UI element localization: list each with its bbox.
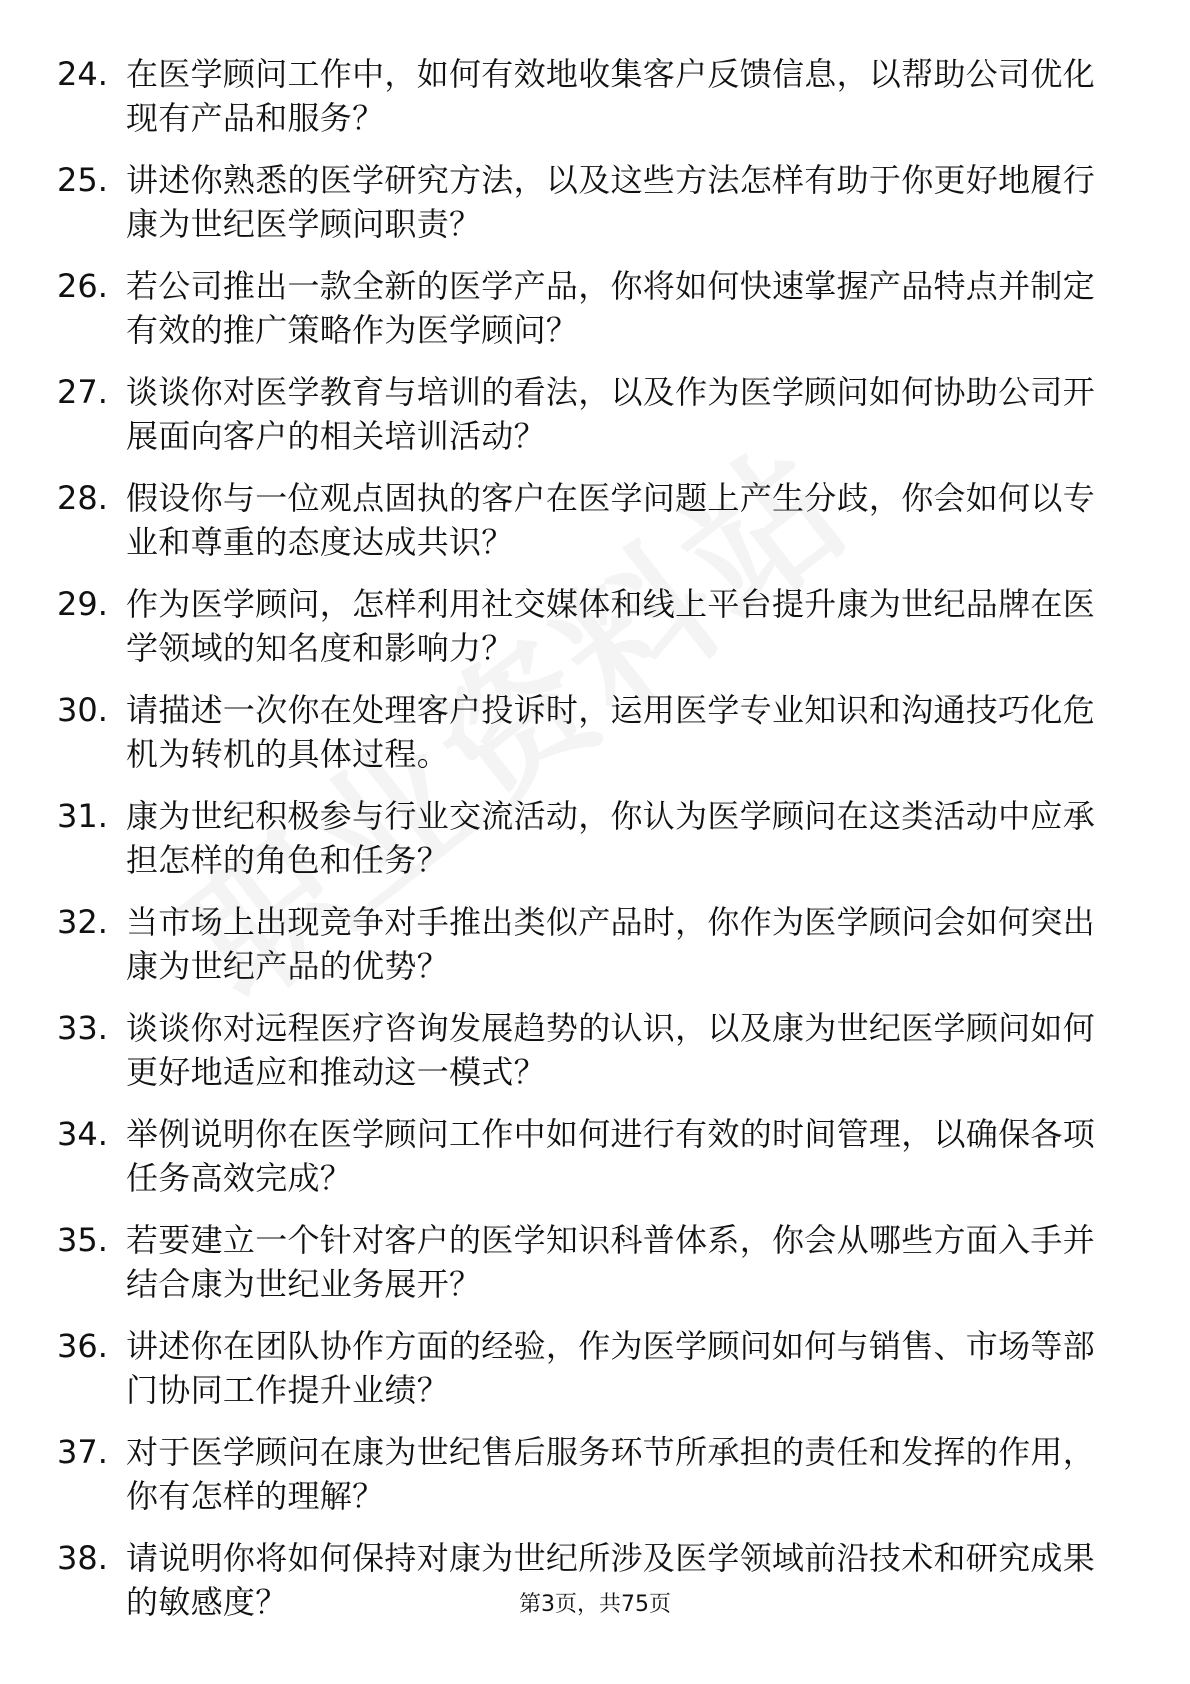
- question-item: [0, 370, 1190, 476]
- question-text: 在医学顾问工作中，如何有效地收集客户反馈信息，以帮助公司优化现有产品和服务？: [126, 55, 1096, 137]
- question-number: 33.: [57, 1009, 108, 1047]
- question-item: [0, 1430, 1190, 1536]
- page-number-label: 第3页，共75页: [519, 1592, 671, 1617]
- question-text: 谈谈你对医学教育与培训的看法，以及作为医学顾问如何协助公司开展面向客户的相关培训活动？: [126, 373, 1096, 455]
- question-item: [0, 52, 1190, 158]
- question-text: 对于医学顾问在康为世纪售后服务环节所承担的责任和发挥的作用，你有怎样的理解？: [126, 1433, 1096, 1515]
- question-text: 讲述你在团队协作方面的经验，作为医学顾问如何与销售、市场等部门协同工作提升业绩？: [126, 1327, 1096, 1409]
- question-list: [0, 52, 1190, 1642]
- question-text: 谈谈你对远程医疗咨询发展趋势的认识，以及康为世纪医学顾问如何更好地适应和推动这一模式？: [126, 1009, 1096, 1091]
- question-text: 假设你与一位观点固执的客户在医学问题上产生分歧，你会如何以专业和尊重的态度达成共识？: [126, 479, 1096, 561]
- question-item: [0, 264, 1190, 370]
- question-text: 讲述你熟悉的医学研究方法，以及这些方法怎样有助于你更好地履行康为世纪医学顾问职责？: [126, 161, 1096, 243]
- question-item: [0, 1006, 1190, 1112]
- question-number: 32.: [57, 903, 108, 941]
- question-item: [0, 1324, 1190, 1430]
- question-number: 26.: [57, 267, 108, 305]
- question-item: [0, 1112, 1190, 1218]
- question-text: 当市场上出现竞争对手推出类似产品时，你作为医学顾问会如何突出康为世纪产品的优势？: [126, 903, 1096, 985]
- question-text: 若公司推出一款全新的医学产品，你将如何快速掌握产品特点并制定有效的推广策略作为医学顾问？: [126, 267, 1096, 349]
- question-text: 作为医学顾问，怎样利用社交媒体和线上平台提升康为世纪品牌在医学领域的知名度和影响力？: [126, 585, 1096, 667]
- question-item: [0, 1536, 1190, 1642]
- question-number: 38.: [57, 1539, 108, 1577]
- question-item: [0, 688, 1190, 794]
- question-text: 康为世纪积极参与行业交流活动，你认为医学顾问在这类活动中应承担怎样的角色和任务？: [126, 797, 1096, 879]
- question-number: 37.: [57, 1433, 108, 1471]
- question-number: 29.: [57, 585, 108, 623]
- question-text: 请说明你将如何保持对康为世纪所涉及医学领域前沿技术和研究成果的敏感度？: [126, 1539, 1096, 1621]
- question-number: 35.: [57, 1221, 108, 1259]
- question-number: 25.: [57, 161, 108, 199]
- question-number: 24.: [57, 55, 108, 93]
- question-number: 28.: [57, 479, 108, 517]
- question-number: 27.: [57, 373, 108, 411]
- question-item: [0, 476, 1190, 582]
- question-text: 若要建立一个针对客户的医学知识科普体系，你会从哪些方面入手并结合康为世纪业务展开？: [126, 1221, 1096, 1303]
- question-item: [0, 1218, 1190, 1324]
- question-number: 36.: [57, 1327, 108, 1365]
- question-number: 34.: [57, 1115, 108, 1153]
- question-item: [0, 582, 1190, 688]
- question-item: [0, 158, 1190, 264]
- question-number: 31.: [57, 797, 108, 835]
- question-text: 请描述一次你在处理客户投诉时，运用医学专业知识和沟通技巧化危机为转机的具体过程。: [126, 691, 1096, 773]
- question-text: 举例说明你在医学顾问工作中如何进行有效的时间管理，以确保各项任务高效完成？: [126, 1115, 1096, 1197]
- question-item: [0, 900, 1190, 1006]
- question-item: [0, 794, 1190, 900]
- question-number: 30.: [57, 691, 108, 729]
